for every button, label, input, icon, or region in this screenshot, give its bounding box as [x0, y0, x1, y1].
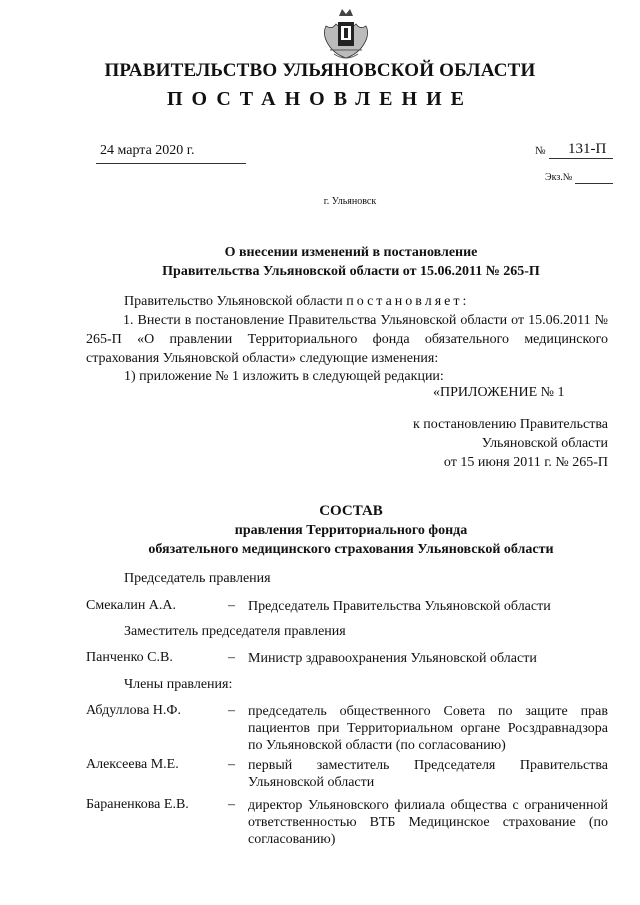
number-label: № [535, 145, 546, 157]
intro-verb: постановляет: [346, 294, 470, 309]
deputy-name: Панченко С.В. [86, 650, 173, 665]
date-underline [96, 163, 246, 164]
chair-heading: Председатель правления [124, 571, 271, 586]
member-role: директор Ульяновского филиала общества с ограниченной ответственностью ВТБ Медицинское страхование (по согласованию) [248, 798, 608, 847]
deputy-dash: – [228, 650, 235, 665]
appendix-ref-line-2: Ульяновской области [481, 436, 608, 451]
member-role: председатель общественного Совета по защите прав пациентов при Территориальном органе Росздравнадзора по Ульяновской области (по согласованию) [248, 704, 608, 753]
intro-prefix: Правительство Ульяновской области [124, 294, 343, 309]
composition-subtitle-line-1: правления Территориального фонда [234, 523, 468, 538]
coat-of-arms-emblem [320, 4, 372, 64]
member-dash: – [228, 703, 235, 718]
member-name: Бараненкова Е.В. [86, 797, 189, 812]
composition-title: СОСТАВ [319, 503, 383, 519]
member-name: Алексеева М.Е. [86, 757, 179, 772]
composition-subtitle-line-2: обязательного медицинского страхования Ульяновской области [148, 542, 554, 557]
resolution-intro [124, 292, 469, 311]
chair-name: Смекалин А.А. [86, 598, 177, 613]
city-label: г. Ульяновск [323, 196, 377, 207]
appendix-ref-line-3: от 15 июня 2011 г. № 265-П [443, 455, 608, 470]
deputy-role: Министр здравоохранения Ульяновской области [248, 651, 537, 666]
members-heading: Члены правления: [124, 677, 233, 692]
document-date: 24 марта 2020 г. [100, 143, 195, 158]
number-underline [549, 158, 613, 159]
member-name: Абдуллова Н.Ф. [86, 703, 181, 718]
copy-number-underline [575, 183, 613, 184]
appendix-title: «ПРИЛОЖЕНИЕ № 1 [433, 385, 565, 400]
subject-line-2: Правительства Ульяновской области от 15.06.2011 № 265-П [162, 264, 540, 279]
document-number: 131-П [568, 141, 607, 157]
document-subject [0, 243, 640, 281]
document-type-title: ПОСТАНОВЛЕНИЕ [167, 88, 473, 110]
member-role: первый заместитель Председателя Правительства Ульяновской области [248, 758, 608, 790]
chair-role: Председатель Правительства Ульяновской области [248, 599, 551, 614]
appendix-ref-line-1: к постановлению Правительства [412, 417, 608, 432]
copy-number-label: Экз.№ [545, 172, 573, 183]
item-1-1-paragraph: 1) приложение № 1 изложить в следующей редакции: [124, 369, 444, 384]
government-title: ПРАВИТЕЛЬСТВО УЛЬЯНОВСКОЙ ОБЛАСТИ [104, 60, 536, 81]
member-dash: – [228, 757, 235, 772]
appendix-reference [360, 415, 608, 472]
chair-dash: – [228, 598, 235, 613]
item-1-paragraph: 1. Внести в постановление Правительства Ульяновской области от 15.06.2011 № 265-П «О правлении Территориального фонда обязательного медицинского страхования Ульяновской области» следующие изменения: [86, 313, 608, 366]
subject-line-1: О внесении изменений в постановление [224, 245, 478, 260]
member-dash: – [228, 797, 235, 812]
deputy-heading: Заместитель председателя правления [124, 624, 346, 639]
composition-subtitle [0, 521, 640, 559]
